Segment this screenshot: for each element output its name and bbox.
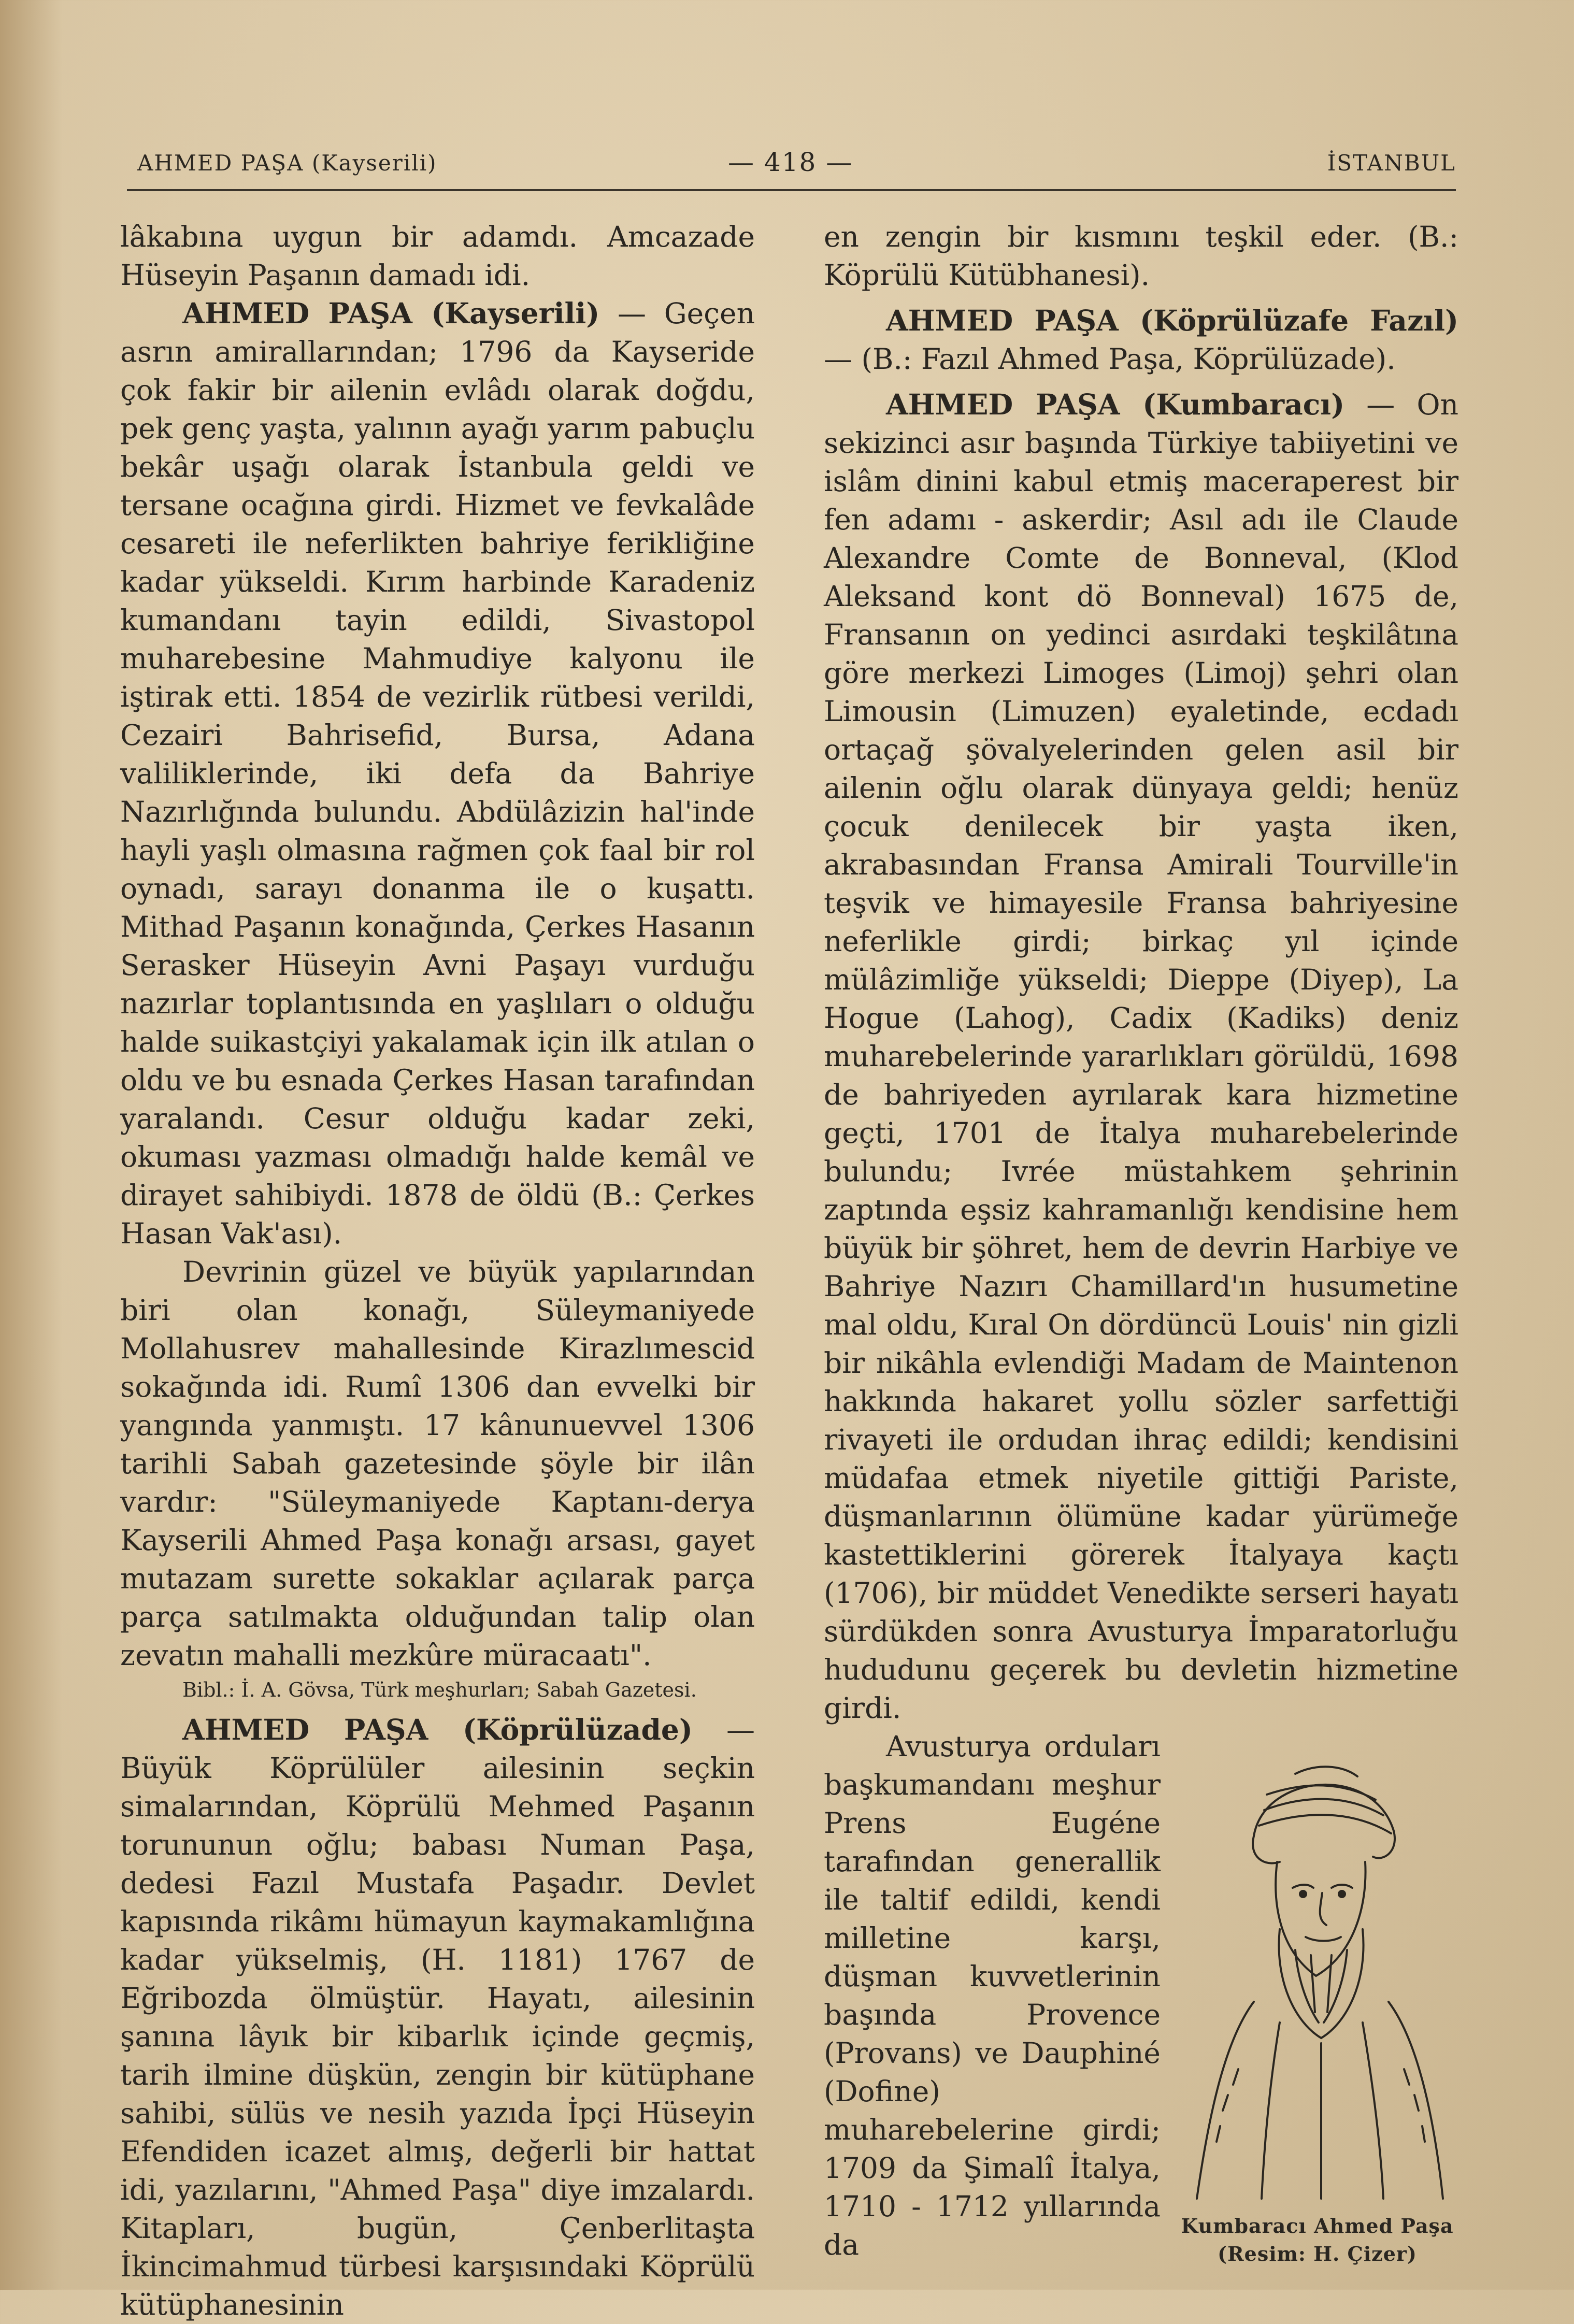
- entry-title: AHMED PAŞA (Kumbaracı): [886, 388, 1345, 421]
- entry-text: — On sekizinci asır başında Türkiye tabiiyetini ve islâm dinini kabul etmiş maceraperest bir fen adamı - askerdir; Asıl adı ile Claude Alexandre Comte de Bonneval, (Klod Aleksand kont dö Bonneval) 1675 de, Fransanın on yedinci asırdaki teşkilâtına göre merkezi Limoges (Limoj) şehri olan Limousin (Limuzen) eyaletinde, ecdadı ortaçağ şövalyelerinden gelen asil bir ailenin oğlu olarak dünyaya geldi; henüz çocuk denilecek bir yaşta iken, akrabasından Fransa Amirali Tourville'in teşvik ve himayesile Fransa bahriyesine neferlikle girdi; birkaç yıl içinde mülâzimliğe yükseldi; Dieppe (Diyep), La Hogue (Lahog), Cadix (Kadiks) deniz muharebelerinde yararlıkları görüldü, 1698 de bahriyeden ayrılarak kara hizmetine geçti, 1701 de İtalya muharebelerinde bulundu; Ivrée müstahkem şehrinin zaptında eşsiz kahramanlığı kendisine hem büyük bir şöhret, hem de devrin Harbiye ve Bahriye Nazırı Chamillard'ın husumetine mal oldu, Kıral On dördüncü Louis' nin gizli bir nikâhla evlendiği Madam de Maintenon hakkında hakaret yollu sözler sarfettiği rivayeti ile ordudan ihraç edildi; kendisini müdafaa etmek niyetile gittiği Pariste, düşmanlarının ölümüne kadar yürümeğe kastettiklerini görerek İtalyaya kaçtı (1706), bir müddet Venedikte serseri hayatı sürdükden sonra Avusturya İmparatorluğu hududunu geçerek bu devletin hizmetine girdi.: [824, 388, 1458, 1725]
- entry-title: AHMED PAŞA (Köprülüzafe Fazıl): [886, 304, 1458, 337]
- paragraph: [120, 218, 755, 294]
- header-rule: [127, 189, 1456, 191]
- left-column: [120, 218, 755, 2324]
- paragraph: [824, 385, 1458, 1727]
- header-entry-range: AHMED PAŞA (Kayserili): [137, 150, 437, 176]
- paragraph: [824, 302, 1458, 378]
- paragraph: [824, 218, 1458, 294]
- entry-text: — Büyük Köprülüler ailesinin seçkin simalarından, Köprülü Mehmed Paşanın torununun oğlu; babası Numan Paşa, dedesi Fazıl Mustafa Paşadır. Devlet kapısında rikâmı hümayun kaymakamlığına kadar yükselmiş, (H. 1181) 1767 de Eğribozda ölmüştür. Hayatı, ailesinin şanına lâyık bir kibarlık içinde geçmiş, tarih ilmine düşkün, zengin bir kütüphane sahibi, sülüs ve nesih yazıda İpçi Hüseyin Efendiden icazet almış, değerli bir hattat idi, yazılarını, "Ahmed Paşa" diye imzalardı. Kitapları, bugün, Çenberlitaşta İkincimahmud türbesi karşısındaki Köprülü kütüphanesinin: [120, 1713, 755, 2321]
- portrait-engraving-icon: [1176, 1732, 1458, 2209]
- entry-text: — Geçen asrın amirallarından; 1796 da Kayseride çok fakir bir ailenin evlâdı olarak doğdu, pek genç yaşta, yalının ayağı yarım pabuçlu bekâr uşağı olarak İstanbula geldi ve tersane ocağına girdi. Hizmet ve fevkalâde cesareti ile neferlikten bahriye ferikliğine kadar yükseldi. Kırım harbinde Karadeniz kumandanı tayin edildi, Sivastopol muharebesine Mahmudiye kalyonu ile iştirak etti. 1854 de vezirlik rütbesi verildi, Cezairi Bahrisefid, Bursa, Adana valiliklerinde, iki defa da Bahriye Nazırlığında bulundu. Abdülâzizin hal'inde hayli yaşlı olmasına rağmen çok faal bir rol oynadı, sarayı donanma ile o kuşattı. Mithad Paşanın konağında, Çerkes Hasanın Serasker Hüseyin Avni Paşayı vurduğu nazırlar toplantısında en yaşlıları o olduğu halde suikastçiyi yakalamak için ilk atılan o oldu ve bu esnada Çerkes Hasan tarafından yaralandı. Cesur olduğu kadar zeki, okuması yazması olmadığı halde kemâl ve dirayet sahibiydi. 1878 de öldü (B.: Çerkes Hasan Vak'ası).: [120, 297, 755, 1250]
- entry-title: AHMED PAŞA (Kayserili): [182, 296, 600, 330]
- entry-title: AHMED PAŞA (Köprülüzade): [182, 1713, 693, 1746]
- bibliography-text: Bibl.: İ. A. Gövsa, Türk meşhurları; Sabah Gazetesi.: [182, 1679, 697, 1701]
- portrait-wrap: [824, 1727, 1458, 2264]
- header-section: İSTANBUL: [1327, 150, 1456, 176]
- bibliography: [120, 1676, 755, 1703]
- paragraph: [120, 1253, 755, 1674]
- paragraph: [120, 1711, 755, 2324]
- running-header: [137, 147, 1456, 187]
- page-edge-shadow: [0, 0, 62, 2290]
- entry-text: Devrinin güzel ve büyük yapılarından biri olan konağı, Süleymaniyede Mollahusrev mahallesinde Kirazlımescid sokağında idi. Rumî 1306 dan evvelki bir yangında yanmıştı. 17 kânunuevvel 1306 tarihli Sabah gazetesinde şöyle bir ilân vardır: "Süleymaniyede Kaptanı-derya Kayserili Ahmed Paşa konağı arsası, gayet mutazam surette sokaklar açılarak parça parça satılmakta olduğundan talip olan zevatın mahalli mezkûre müracaatı".: [120, 1255, 755, 1672]
- right-column: [824, 218, 1458, 2271]
- entry-text: lâkabına uygun bir adamdı. Amcazade Hüseyin Paşanın damadı idi.: [120, 220, 755, 292]
- caption-name: Kumbaracı Ahmed Paşa: [1181, 2214, 1454, 2237]
- caption-credit: (Resim: H. Çizer): [1218, 2242, 1417, 2265]
- entry-text: — (B.: Fazıl Ahmed Paşa, Köprülüzade).: [824, 342, 1396, 376]
- paragraph: [120, 294, 755, 1253]
- entry-text: Avusturya orduları başkumandanı meşhur Prens Eugéne tarafından generallik ile taltif edildi, kendi milletine karşı, düşman kuvvetlerinin başında Provence (Provans) ve Dauphiné (Dofine) muharebelerine girdi; 1709 da Şimalî İtalya, 1710 - 1712 yıllarında da: [824, 1730, 1161, 2261]
- portrait-caption: [1176, 2212, 1458, 2268]
- page-number: — 418 —: [728, 147, 853, 177]
- portrait-figure: [1176, 1732, 1458, 2271]
- entry-text: en zengin bir kısmını teşkil eder. (B.: Köprülü Kütübhanesi).: [824, 220, 1458, 292]
